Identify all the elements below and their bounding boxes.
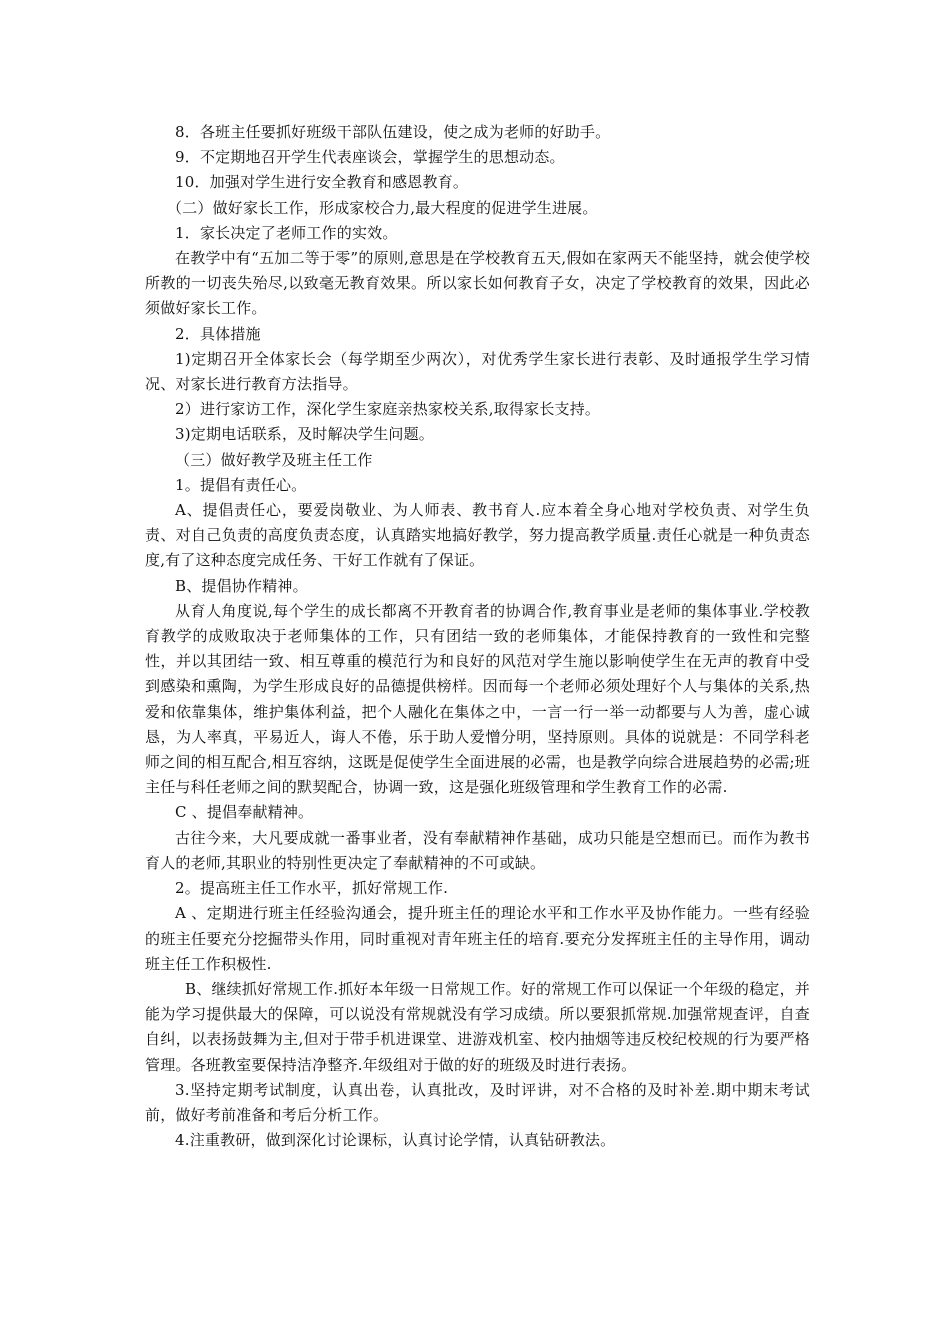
- paragraph-item-8: 8．各班主任要抓好班级干部队伍建设，使之成为老师的好助手。: [175, 123, 611, 141]
- measure-item-2: 2）进行家访工作，深化学生家庭亲热家校关系,取得家长支持。: [175, 400, 601, 419]
- paragraph-teaching-research: 4.注重教研，做到深化讨论课标，认真讨论学情，认真钻研教法。: [175, 1131, 616, 1150]
- measure-item-3: 3)定期电话联系，及时解决学生问题。: [175, 425, 434, 444]
- paragraph-responsibility: A、提倡责任心，要爱岗敬业、为人师表、教书育人.应本着全身心地对学校负责、对学生负责、对自己负责的高度负责态度，认真踏实地搞好教学，努力提高教学质量.责任心就是一种负责态度,有了这种态度完成任务、干好工作就有了保证。: [145, 501, 810, 570]
- subheading-measures: 2．具体措施: [175, 324, 261, 343]
- subheading-parent-role: 1．家长决定了老师工作的实效。: [175, 223, 398, 242]
- section-heading-2: （二）做好家长工作，形成家校合力,最大程度的促进学生进展。: [167, 198, 598, 217]
- paragraph-routine-work: B、继续抓好常规工作.抓好本年级一日常规工作。好的常规工作可以保证一个年级的稳定，并能为学习提供最大的保障，可以说没有常规就没有学习成绩。所以要狠抓常规.加强常规查评，自查自纠，以表扬鼓舞为主,但对于带手机进课堂、进游戏机室、校内抽烟等违反校纪校规的行为要严格管理。各班教室要保持洁净整齐.年级组对于做的好的班级及时进行表扬。: [145, 979, 810, 1074]
- document-body: [145, 120, 810, 1153]
- subheading-dedication: C 、提倡奉献精神。: [175, 803, 314, 822]
- paragraph-item-10: 10．加强对学生进行安全教育和感恩教育。: [175, 173, 469, 192]
- measure-item-1: 1)定期召开全体家长会（每学期至少两次），对优秀学生家长进行表彰、及时通报学生学习情况、对家长进行教育方法指导。: [145, 349, 810, 394]
- paragraph-item-9: 9．不定期地召开学生代表座谈会，掌握学生的思想动态。: [175, 148, 565, 167]
- paragraph-exams: 3.坚持定期考试制度，认真出卷，认真批改，及时评讲，对不合格的及时补差.期中期末考试前，做好考前准备和考后分析工作。: [145, 1080, 810, 1124]
- paragraph-dedication: 古往今来，大凡要成就一番事业者，没有奉献精神作基础，成功只能是空想而已。而作为教书育人的老师,其职业的特别性更决定了奉献精神的不可或缺。: [145, 828, 810, 872]
- section-heading-3: （三）做好教学及班主任工作: [175, 450, 373, 469]
- paragraph-cooperation: 从育人角度说,每个学生的成长都离不开教育者的协调合作,教育事业是老师的集体事业.学校教育教学的成败取决于老师集体的工作，只有团结一致的老师集体，才能保持教育的一致性和完整性，并以其团结一致、相互尊重的模范行为和良好的风范对学生施以影响使学生在无声的教育中受到感染和熏陶，为学生形成良好的品德提供榜样。因而每一个老师必须处理好个人与集体的关系,热爱和依靠集体，维护集体利益，把个人融化在集体之中，一言一行一举一动都要与人为善，虚心诚恳，为人率真，平易近人，诲人不倦，乐于助人爱憎分明，坚持原则。具体的说就是：不同学科老师之间的相互配合,相互容纳，这既是促使学生全面进展的必需，也是教学向综合进展趋势的必需;班主任与科任老师之间的默契配合，协调一致，这是强化班级管理和学生教育工作的必需.: [145, 601, 810, 797]
- subheading-routine-work: 2。提高班主任工作水平，抓好常规工作.: [175, 879, 449, 898]
- subheading-cooperation: B、提倡协作精神。: [175, 576, 308, 595]
- paragraph-five-plus-two: 在教学中有“五加二等于零”的原则,意思是在学校教育五天,假如在家两天不能坚持，就会使学校所教的一切丧失殆尽,以致毫无教育效果。所以家长如何教育子女，决定了学校教育的效果，因此必须做好家长工作。: [145, 249, 810, 318]
- paragraph-exchange-meeting: A 、定期进行班主任经验沟通会，提升班主任的理论水平和工作水平及协作能力。一些有经验的班主任要充分挖掘带头作用，同时重视对青年班主任的培育.要充分发挥班主任的主导作用，调动班主任工作积极性.: [145, 904, 810, 973]
- subheading-responsibility: 1。提倡有责任心。: [175, 475, 307, 494]
